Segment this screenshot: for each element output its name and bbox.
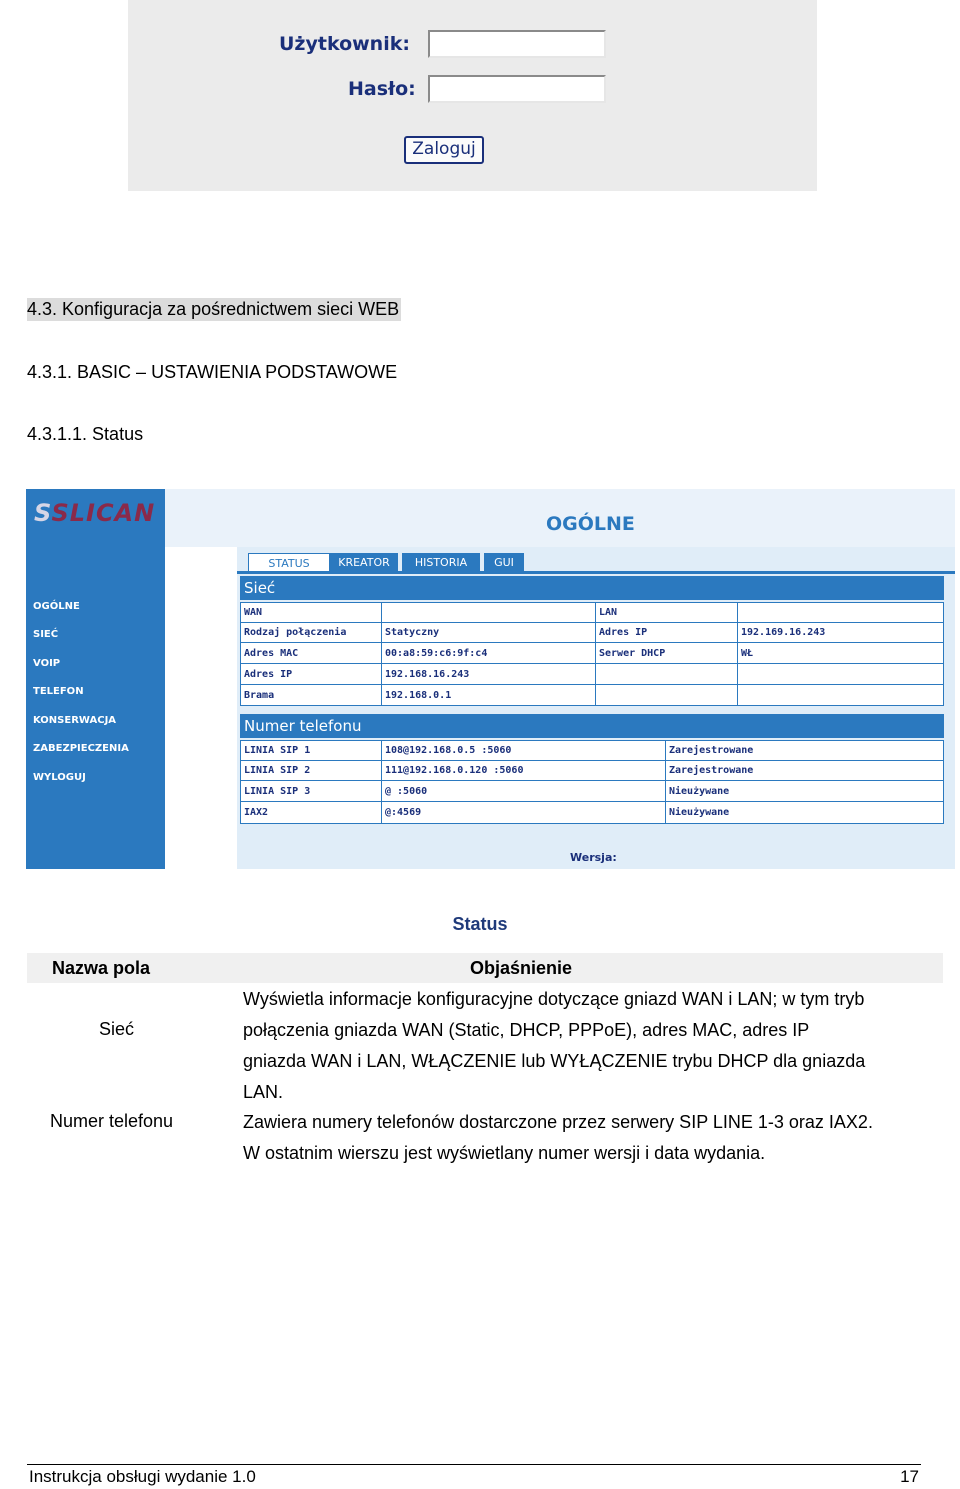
phone-section-header: Numer telefonu <box>240 714 944 738</box>
login-panel <box>128 0 817 191</box>
description-siec: Wyświetla informacje konfiguracyjne dotyczące gniazd WAN i LAN; w tym tryb połączenia gniazda WAN (Static, DHCP, PPPoE), adres MAC, adres IP gniazda WAN i LAN, WŁĄCZENIE lub WYŁĄCZENIE trybu DHCP dla gniazda LAN. <box>243 989 866 1102</box>
footer-title: Instrukcja obsługi wydanie 1.0 <box>29 1467 256 1486</box>
table-row: LINIA SIP 1 108@192.168.0.5 :5060 Zarejestrowane <box>241 741 943 761</box>
nav-siec[interactable]: SIEĆ <box>33 629 59 640</box>
field-siec: Sieć <box>99 1019 135 1039</box>
phone-table <box>240 740 944 824</box>
password-label: Hasło: <box>348 78 416 100</box>
network-table <box>240 602 944 706</box>
nav-konserwacja[interactable]: KONSERWACJA <box>33 715 117 726</box>
section-heading-4-3: 4.3. Konfiguracja za pośrednictwem sieci WEB <box>27 299 400 319</box>
header-description: Objaśnienie <box>470 958 573 978</box>
nav-telefon[interactable]: TELEFON <box>33 686 84 697</box>
username-input[interactable] <box>428 30 606 58</box>
version-label: Wersja: <box>570 851 617 864</box>
section-heading-4-3-1-1: 4.3.1.1. Status <box>27 424 144 444</box>
username-label: Użytkownik: <box>279 33 410 55</box>
description-numer-telefonu: Zawiera numery telefonów dostarczone przez serwery SIP LINE 1-3 oraz IAX2. W ostatnim wierszu jest wyświetlany numer wersji i data wydania. <box>243 1112 873 1163</box>
table-row: Rodzaj połączenia Statyczny Adres IP 192.169.16.243 <box>241 623 943 643</box>
status-table-title: Status <box>452 914 508 934</box>
device-web-ui <box>26 489 955 869</box>
nav-voip[interactable]: VOIP <box>33 658 61 669</box>
table-row: Adres MAC 00:a8:59:c6:9f:c4 Serwer DHCP WŁ <box>241 644 943 664</box>
slican-logo: SSLICAN <box>34 499 156 527</box>
tab-status[interactable]: STATUS <box>248 553 330 572</box>
table-row: LINIA SIP 2 111@192.168.0.120 :5060 Zarejestrowane <box>241 761 943 781</box>
nav-wyloguj[interactable]: WYLOGUJ <box>33 772 86 783</box>
table-row: LINIA SIP 3 @ :5060 Nieużywane <box>241 782 943 802</box>
field-numer-telefonu: Numer telefonu <box>50 1111 174 1131</box>
login-button[interactable]: Zaloguj <box>404 136 484 164</box>
nav-ogolne[interactable]: OGÓLNE <box>33 601 80 612</box>
password-input[interactable] <box>428 75 606 103</box>
section-heading-4-3-1: 4.3.1. BASIC – USTAWIENIA PODSTAWOWE <box>27 362 398 382</box>
table-row: WAN LAN <box>241 603 943 623</box>
tab-kreator[interactable]: KREATOR <box>330 553 398 572</box>
table-row: IAX2 @:4569 Nieużywane <box>244 807 730 818</box>
tab-gui[interactable]: GUI <box>484 553 524 572</box>
nav-zabezpieczenia[interactable]: ZABEZPIECZENIA <box>33 743 129 754</box>
table-row: Adres IP 192.168.16.243 <box>241 665 943 685</box>
page-footer <box>27 1464 921 1489</box>
page-number: 17 <box>900 1467 919 1486</box>
network-section-header: Sieć <box>240 576 944 600</box>
tab-historia[interactable]: HISTORIA <box>402 553 480 572</box>
tab-underline <box>237 571 955 574</box>
header-field-name: Nazwa pola <box>52 958 151 978</box>
table-row: Brama 192.168.0.1 <box>244 690 452 701</box>
page-title: OGÓLNE <box>546 513 635 535</box>
sidebar <box>26 489 165 869</box>
